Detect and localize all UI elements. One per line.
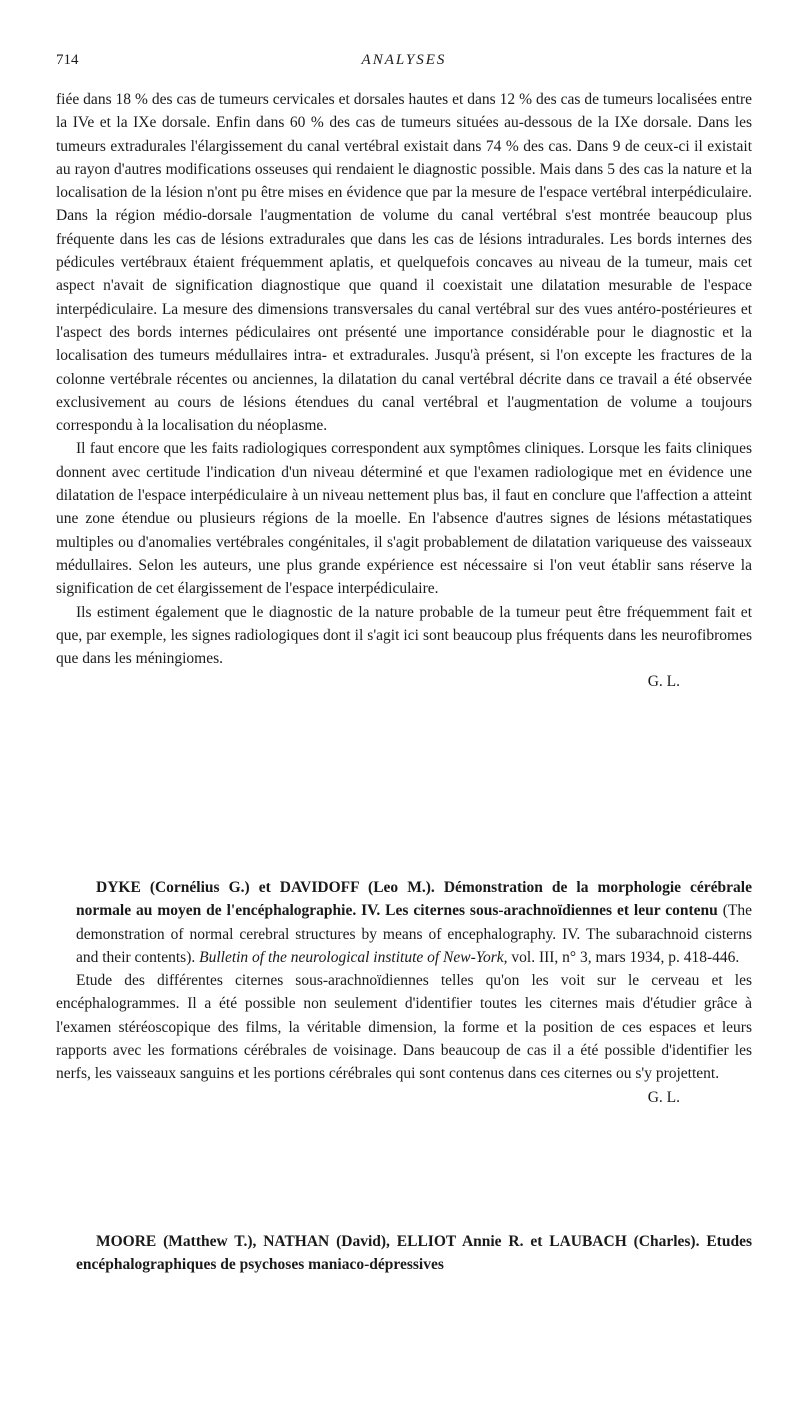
reference-header bbox=[56, 876, 752, 969]
article-continuation bbox=[56, 88, 752, 694]
article-paragraph: Ils estiment également que le diagnostic de la nature probable de la tumeur peut être fréquemment fait et que, par exemple, les signes radiologiques dont il s'agit ici sont beaucoup plus fréquents dans les neurofibromes que dans les méningiomes. bbox=[56, 603, 752, 668]
reference-authors: DYKE (Cornélius G.) et DAVIDOFF (Leo M.). bbox=[96, 879, 435, 896]
reference-title: Démonstration de la morphologie cérébrale normale au moyen de l'encéphalographie. IV. Les citernes sous-arachnoïdiennes et leur contenu bbox=[76, 879, 752, 920]
article-paragraph: fiée dans 18 % des cas de tumeurs cervicales et dorsales hautes et dans 12 % des cas de tumeurs localisées entre la IVe et la IXe dorsale. Enfin dans 60 % des cas de tumeurs situées au-dessous de la IXe dorsale. Dans les tumeurs extradurales l'élargissement du canal vertébral existait dans 74 % des cas. Dans 9 de ceux-ci il existait au rayon d'autres modifications osseuses qui rendaient le diagnostic possible. Mais dans 5 des cas la nature et la localisation de la lésion n'ont pu être mises en évidence que par la mesure de l'espace vertébral interpédiculaire. Dans la région médio-dorsale l'augmentation de volume du canal vertébral s'est montrée beaucoup plus fréquente dans les cas de lésions extradurales que dans les cas de lésions intradurales. Les bords internes des pédicules vertébraux étaient fréquemment aplatis, et quelquefois concaves au niveau de la tumeur, mais cet aspect n'avait de signification diagnostique que quand il coexistait une dilatation mesurable de l'espace interpédiculaire. La mesure des dimensions transversales du canal vertébral sur des vues antéro-postérieures et l'aspect des bords internes pédiculaires ont présenté une importance considérable pour le diagnostic et la localisation des tumeurs médullaires intra- et extradurales. Jusqu'à présent, si l'on excepte les fractures de la colonne vertébrale récentes ou anciennes, la dilatation du canal vertébral décrite dans ce travail a été observée exclusivement au cours de lésions étendues du canal vertébral et l'augmentation de volume a toujours correspondu à la localisation du néoplasme. bbox=[56, 91, 752, 435]
reference-authors: MOORE (Matthew T.), NATHAN (David), ELLIOT Annie R. et LAUBACH (Charles). bbox=[96, 1233, 700, 1250]
page-number: 714 bbox=[56, 52, 79, 68]
article-paragraph: Il faut encore que les faits radiologiques correspondent aux symptômes cliniques. Lorsque les faits cliniques donnent avec certitude l'indication d'un niveau déterminé et que l'examen radiologique met en évidence une dilatation de l'espace interpédiculaire à un niveau nettement plus bas, il faut en conclure que l'affection a atteint une zone étendue ou plusieurs régions de la moelle. En l'absence d'autres signes de lésions métastatiques multiples ou d'anomalies vertébrales congénitales, il s'agit probablement de dilatation variqueuse des vaisseaux médullaires. Selon les auteurs, une plus grande expérience est nécessaire si l'on veut établir sans réserve la signification de cet élargissement de l'espace interpédiculaire. bbox=[56, 440, 752, 598]
author-signature: G. L. bbox=[647, 1088, 680, 1106]
review-abstract: Etude des différentes citernes sous-arachnoïdiennes telles qu'on les voit sur le cerveau et les encéphalogrammes. Il a été possible non seulement d'identifier toutes les citernes mais d'étudier grâce à l'examen stéréoscopique des films, la véritable dimension, la forme et la position de ces espaces et leurs rapports avec les formations cérébrales de voisinage. Dans beaucoup de cas il a été possible d'identifier les nerfs, les vaisseaux sanguins et les portions cérébrales qui sont contenus dans ces citernes ou s'y projettent. bbox=[56, 972, 752, 1083]
review-entry bbox=[56, 1230, 752, 1277]
review-entry bbox=[56, 876, 752, 1109]
reference-title: Etudes encéphalographiques de psychoses maniaco-dépressives bbox=[76, 1233, 752, 1274]
reference-header bbox=[56, 1230, 752, 1277]
reference-journal: Bulletin of the neurological institute of New-York, bbox=[199, 948, 508, 966]
reference-translated-title: (The demonstration of normal cerebral structures by means of encephalography. IV. The subarachnoid cisterns and their contents). bbox=[76, 902, 753, 966]
author-signature: G. L. bbox=[647, 673, 680, 691]
running-head bbox=[56, 52, 752, 72]
reference-citation: vol. III, n° 3, mars 1934, p. 418-446. bbox=[511, 948, 740, 966]
section-title: ANALYSES bbox=[361, 52, 447, 68]
